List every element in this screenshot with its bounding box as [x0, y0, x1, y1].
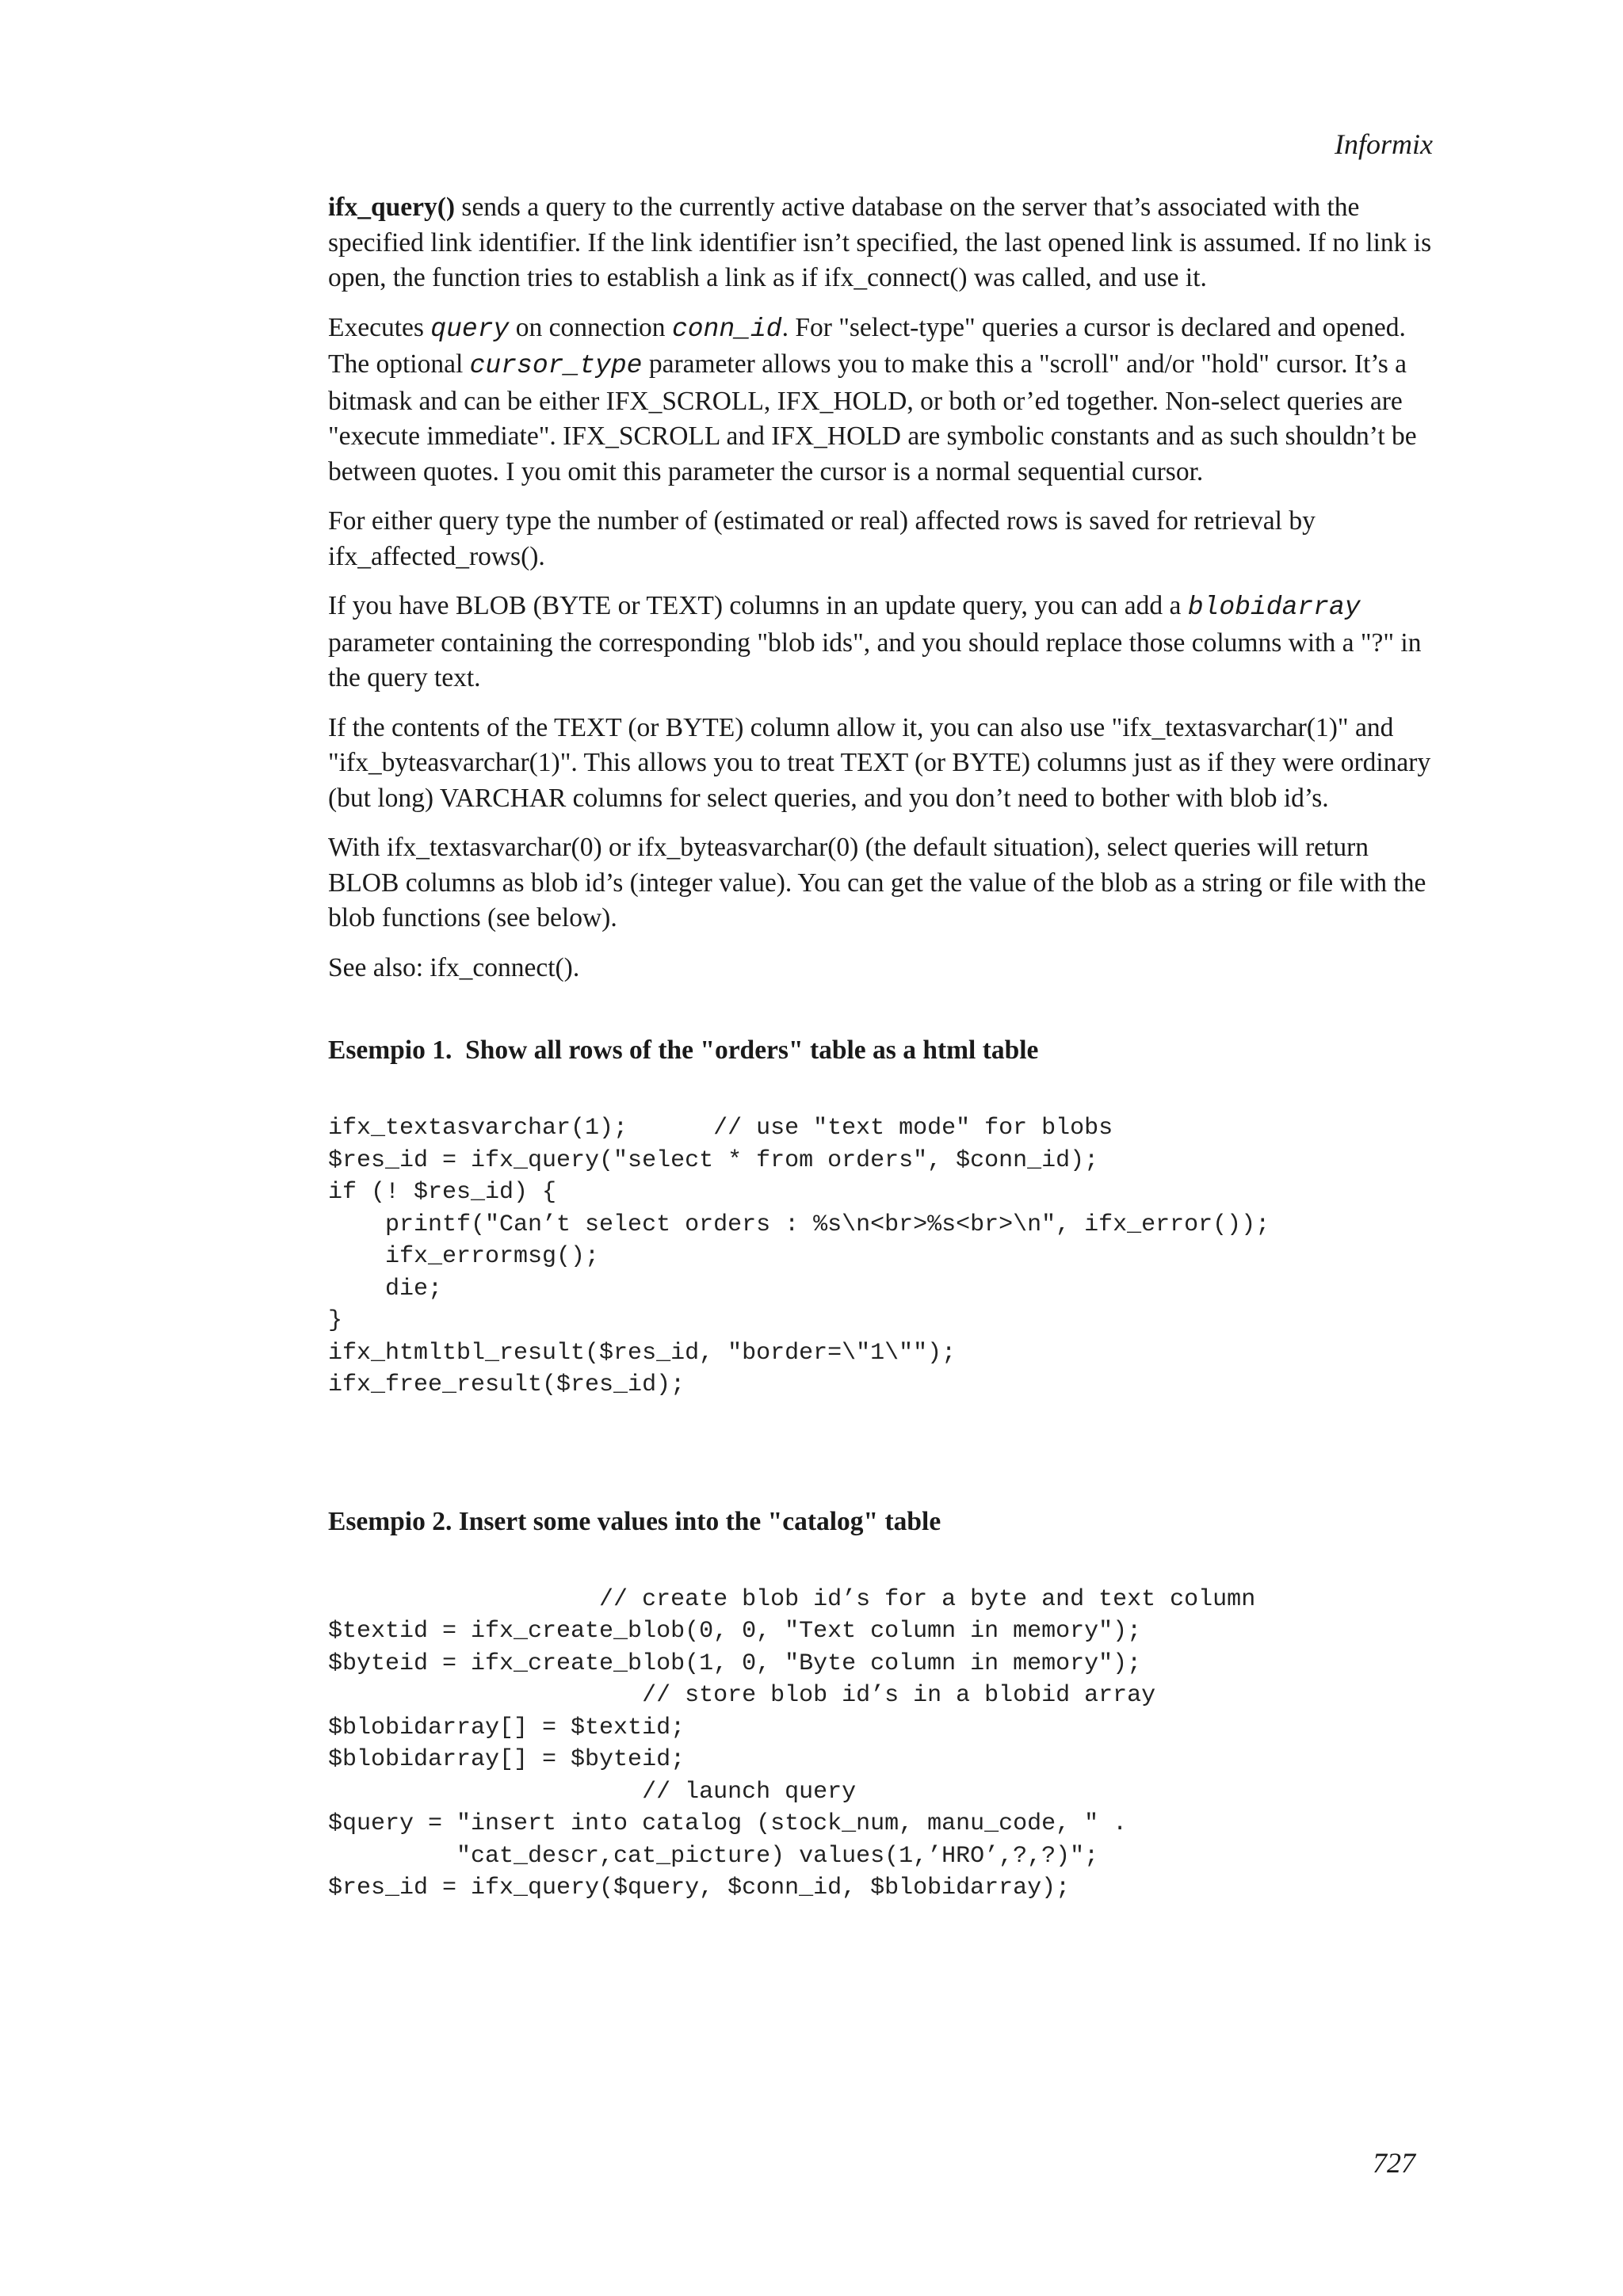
- param-cursor-type: cursor_type: [469, 351, 643, 380]
- paragraph-executes: [328, 311, 1438, 490]
- paragraph-text: sends a query to the currently active database on the server that’s associated with the specified link identifier. If the link identifier isn’t specified, the last opened link is assumed. If no link is open, the function tries to establish a link as if ifx_connect() was called, and use it.: [328, 193, 1432, 292]
- paragraph-text: If you have BLOB (BYTE or TEXT) columns in an update query, you can add a: [328, 591, 1188, 620]
- example-1-title: Esempio 1. Show all rows of the "orders" table as a html table: [328, 1035, 1039, 1065]
- paragraph-see-also: See also: ifx_connect().: [328, 952, 580, 982]
- example-2-code: // create blob id’s for a byte and text column $textid = ifx_create_blob(0, 0, "Text column in memory"); $byteid = ifx_create_blob(1, 0, "Byte column in memory"); // store blob id’s in a blobid array $blobidarray[] = $textid; $blobidarray[] = $byteid; // launch query $query = "insert into catalog (stock_num, manu_code, " . "cat_descr,cat_picture) values(1,’HRO’,?,?)"; $res_id = ifx_query($query, $conn_id, $blobidarray);: [328, 1585, 1256, 1901]
- paragraph-text: on connection: [509, 312, 672, 342]
- paragraph-ifx-query: [328, 190, 1438, 296]
- paragraph-text: parameter allows you to make this a "scroll" and/or "hold" cursor. It’s a bitmask and can be either IFX_SCROLL, IFX_HOLD, or both or’ed together. Non-select queries are "execute immediate". IFX_SCROLL and IFX_HOLD are symbolic constants and as such shouldn’t be between quotes. I you omit this parameter the cursor is a normal sequential cursor.: [328, 349, 1417, 486]
- paragraph-text: Executes: [328, 312, 431, 342]
- paragraph-affected-rows: For either query type the number of (estimated or real) affected rows is saved for retrieval by ifx_affected_rows().: [328, 506, 1316, 571]
- param-conn-id: conn_id: [671, 314, 782, 344]
- example-1-code: ifx_textasvarchar(1); // use "text mode" for blobs $res_id = ifx_query("select * from orders", $conn_id); if (! $res_id) { printf("Can’t select orders : %s\n<br>%s<br>\n", ifx_error()); ifx_errormsg(); die; } ifx_htmltbl_result($res_id, "border=\"1\""); ifx_free_result($res_id);: [328, 1115, 1270, 1398]
- page-content: [328, 190, 1438, 1905]
- paragraph-textasvarchar: If the contents of the TEXT (or BYTE) column allow it, you can also use "ifx_textasvarchar(1)" and "ifx_byteasvarchar(1)". This allows you to treat TEXT (or BYTE) columns just as if they were ordinary (but long) VARCHAR columns for select queries, and you don’t need to bother with blob id’s.: [328, 712, 1431, 813]
- param-blobidarray: blobidarray: [1187, 593, 1361, 622]
- page-number: 727: [1373, 2147, 1415, 2179]
- param-query: query: [430, 314, 510, 344]
- paragraph-blob-columns: [328, 589, 1438, 696]
- paragraph-default-situation: With ifx_textasvarchar(0) or ifx_byteasvarchar(0) (the default situation), select queries will return BLOB columns as blob id’s (integer value). You can get the value of the blob as a string or file with the blob functions (see below).: [328, 833, 1426, 933]
- running-header: Informix: [1335, 128, 1433, 160]
- paragraph-text: parameter containing the corresponding "blob ids", and you should replace those columns with a "?" in the query text.: [328, 627, 1422, 692]
- example-2-title: Esempio 2. Insert some values into the "catalog" table: [328, 1506, 941, 1536]
- function-name: ifx_query(): [328, 193, 456, 222]
- paragraph-text: . For "select-type" queries a cursor is declared and opened. The optional: [328, 312, 1406, 379]
